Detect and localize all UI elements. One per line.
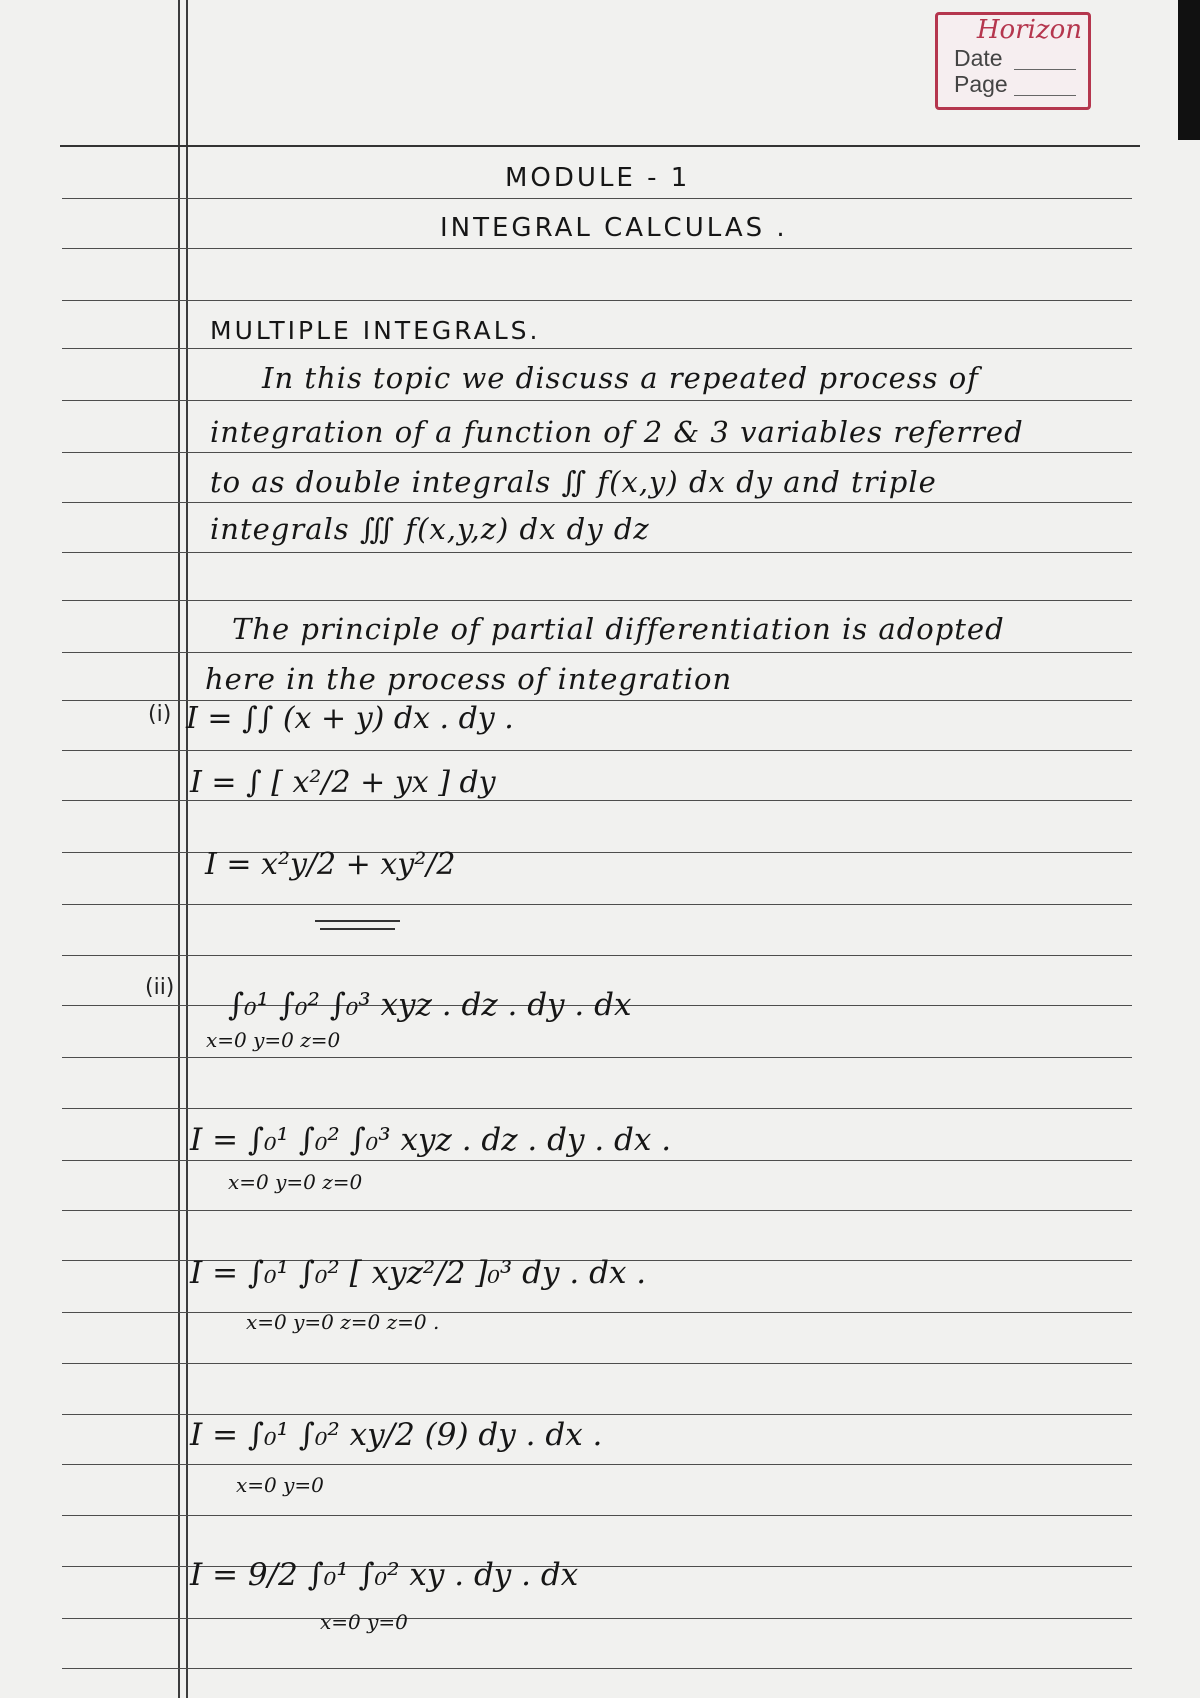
ruled-line — [62, 1618, 1132, 1619]
ruled-line — [62, 502, 1132, 503]
ruled-line — [62, 400, 1132, 401]
subject-heading: INTEGRAL CALCULAS . — [440, 213, 788, 243]
page-edge-shadow — [1178, 0, 1200, 140]
ruled-line — [62, 1057, 1132, 1058]
paragraph1-line1: In this topic we discuss a repeated process of — [262, 361, 979, 395]
ruled-line — [62, 348, 1132, 349]
ruled-line — [62, 750, 1132, 751]
paragraph1-line4: integrals ∭ f(x,y,z) dx dy dz — [210, 512, 650, 546]
margin-line-left — [178, 0, 180, 1698]
ruled-line — [62, 1464, 1132, 1465]
example2-line4: I = ∫₀¹ ∫₀² xy/2 (9) dy . dx . — [190, 1417, 603, 1453]
example2-line5: I = 9/2 ∫₀¹ ∫₀² xy . dy . dx — [190, 1557, 579, 1593]
margin-line-left-inner — [186, 0, 188, 1698]
paragraph1-line3: to as double integrals ∬ f(x,y) dx dy and triple — [210, 465, 937, 499]
module-heading: MODULE - 1 — [505, 163, 691, 193]
example2-limits2: x=0 y=0 z=0 — [228, 1170, 363, 1194]
ruled-line — [62, 248, 1132, 249]
ruled-line — [62, 1363, 1132, 1364]
example2-marker: (ii) — [145, 975, 175, 1000]
example2-limits3: x=0 y=0 z=0 z=0 . — [246, 1310, 440, 1334]
date-page-stamp — [935, 12, 1091, 110]
example2-line1: ∫₀¹ ∫₀² ∫₀³ xyz . dz . dy . dx — [228, 987, 632, 1023]
ruled-line — [62, 1668, 1132, 1669]
example2-line2: I = ∫₀¹ ∫₀² ∫₀³ xyz . dz . dy . dx . — [190, 1122, 672, 1158]
stamp-page-line — [1014, 95, 1076, 96]
ruled-line — [62, 198, 1132, 199]
ruled-line — [62, 600, 1132, 601]
example2-limits4: x=0 y=0 — [236, 1473, 324, 1497]
ruled-line — [60, 145, 1140, 147]
section-title: MULTIPLE INTEGRALS. — [210, 316, 541, 345]
stamp-brand: Horizon — [976, 15, 1082, 45]
paragraph2-line1: The principle of partial differentiation is adopted — [232, 612, 1005, 646]
example1-line3: I = x²y/2 + xy²/2 — [205, 847, 456, 882]
example2-limits1: x=0 y=0 z=0 — [206, 1028, 341, 1052]
stamp-page-label: Page — [954, 71, 1008, 97]
result-underline-1 — [315, 920, 400, 922]
ruled-line — [62, 300, 1132, 301]
example1-line1: I = ∫∫ (x + y) dx . dy . — [186, 701, 514, 736]
result-underline-2 — [320, 928, 395, 930]
ruled-line — [62, 1108, 1132, 1109]
ruled-line — [62, 652, 1132, 653]
ruled-line — [62, 904, 1132, 905]
stamp-date-line — [1014, 69, 1076, 70]
ruled-line — [62, 1414, 1132, 1415]
ruled-line — [62, 1210, 1132, 1211]
stamp-date-label: Date — [954, 45, 1003, 71]
ruled-line — [62, 955, 1132, 956]
example1-marker: (i) — [148, 702, 172, 727]
example2-limits5: x=0 y=0 — [320, 1610, 408, 1634]
paragraph2-line2: here in the process of integration — [205, 662, 733, 696]
example1-line2: I = ∫ [ x²/2 + yx ] dy — [190, 765, 496, 800]
paragraph1-line2: integration of a function of 2 & 3 variables referred — [210, 415, 1024, 449]
ruled-line — [62, 552, 1132, 553]
ruled-line — [62, 800, 1132, 801]
ruled-line — [62, 1312, 1132, 1313]
ruled-line — [62, 452, 1132, 453]
ruled-line — [62, 1160, 1132, 1161]
example2-line3: I = ∫₀¹ ∫₀² [ xyz²/2 ]₀³ dy . dx . — [190, 1255, 647, 1291]
ruled-line — [62, 1515, 1132, 1516]
